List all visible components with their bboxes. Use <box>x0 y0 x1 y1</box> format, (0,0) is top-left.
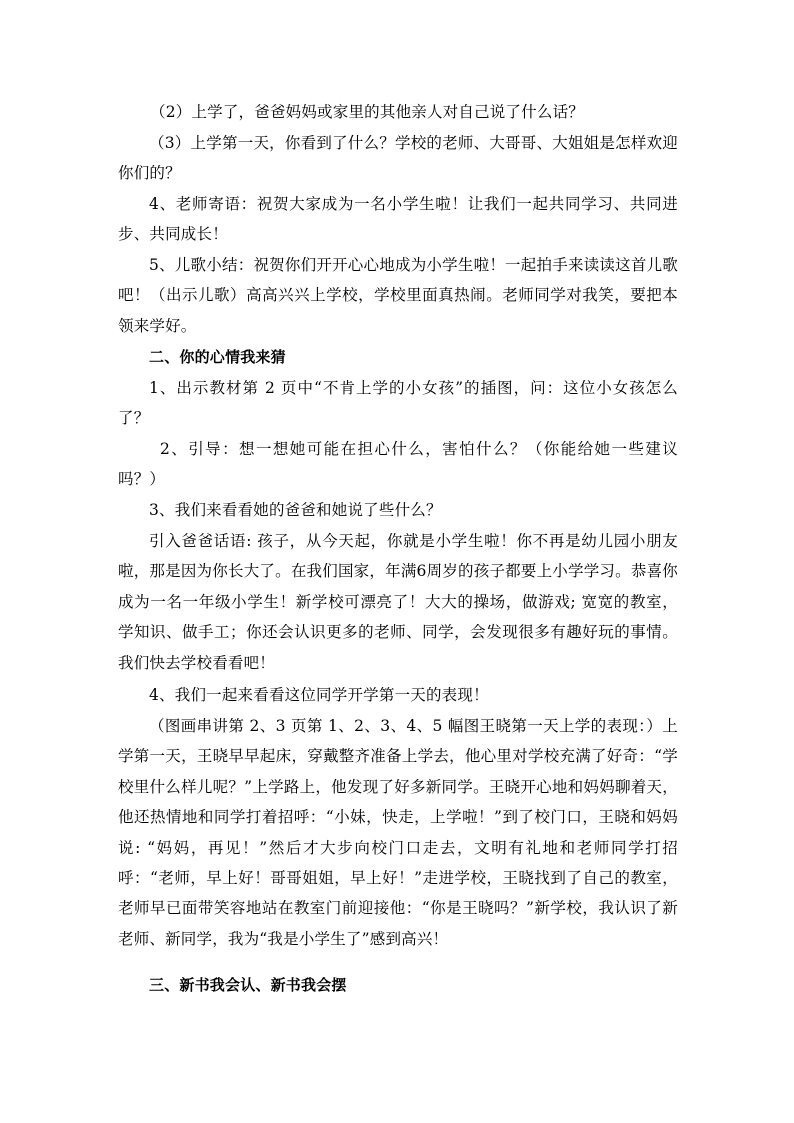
paragraph-first-day: 4、我们一起来看看这位同学开学第一天的表现！ <box>149 686 489 704</box>
paragraph-question-2: （2）上学了，爸爸妈妈或家里的其他亲人对自己说了什么话？ <box>150 103 584 121</box>
paragraph-nursery-rhyme: 5、儿歌小结：祝贺你们开开心心地成为小学生啦！一起拍手来读读这首儿歌吧！（出示儿歌）高高兴兴上学校，学校里面真热闹。老师同学对我笑，要把本领来学好。 <box>118 256 678 335</box>
paragraph-guide: 2、引导：想一想她可能在担心什么，害怕什么？（你能给她一些建议吗？） <box>118 440 678 489</box>
paragraph-teacher-message: 4、老师寄语：祝贺大家成为一名小学生啦！让我们一起共同学习、共同进步、共同成长！ <box>118 195 678 244</box>
paragraph-father: 3、我们来看看她的爸爸和她说了些什么？ <box>149 501 442 519</box>
section-heading-2: 二、你的心情我来猜 <box>149 348 286 366</box>
paragraph-question-3: （3）上学第一天，你看到了什么？学校的老师、大哥哥、大姐姐是怎样欢迎你们的？ <box>118 134 678 183</box>
paragraph-illustration: 1、出示教材第 2 页中“不肯上学的小女孩”的插图，问：这位小女孩怎么了？ <box>118 379 678 428</box>
paragraph-father-words: 引入爸爸话语: 孩子，从今天起，你就是小学生啦！你不再是幼儿园小朋友啦，那是因为你长大了。在我们国家，年满6周岁的孩子都要上小学学习。恭喜你成为一名一年级小学生！新学校可漂亮了！大大的操场，做游戏; 宽宽的教室，学知识、做手工；你还会认识更多的老师、同学，会发现很多有趣好玩的事情。我们快去学校看看吧！ <box>118 532 678 672</box>
section-heading-3: 三、新书我会认、新书我会摆 <box>149 976 347 994</box>
paragraph-story: （图画串讲第 2、3 页第 1、2、3、4、5 幅图王晓第一天上学的表现：）上学第一天，王晓早早起床，穿戴整齐准备上学去，他心里对学校充满了好奇：“学校里什么样儿呢？”上学路上，他发现了好多新同学。王晓开心地和妈妈聊着天，他还热情地和同学打着招呼：“小妹，快走，上学啦！”到了校门口，王晓和妈妈说: “妈妈，再见！”然后才大步向校门口走去，文明有礼地和老师同学打招呼：“老师，早上好！哥哥姐姐，早上好！”走进学校，王晓找到了自己的教室，老师早已面带笑容地站在教室门前迎接他：“你是王晓吗？”新学校，我认识了新老师、新同学，我为“我是小学生了”感到高兴！ <box>118 717 678 948</box>
